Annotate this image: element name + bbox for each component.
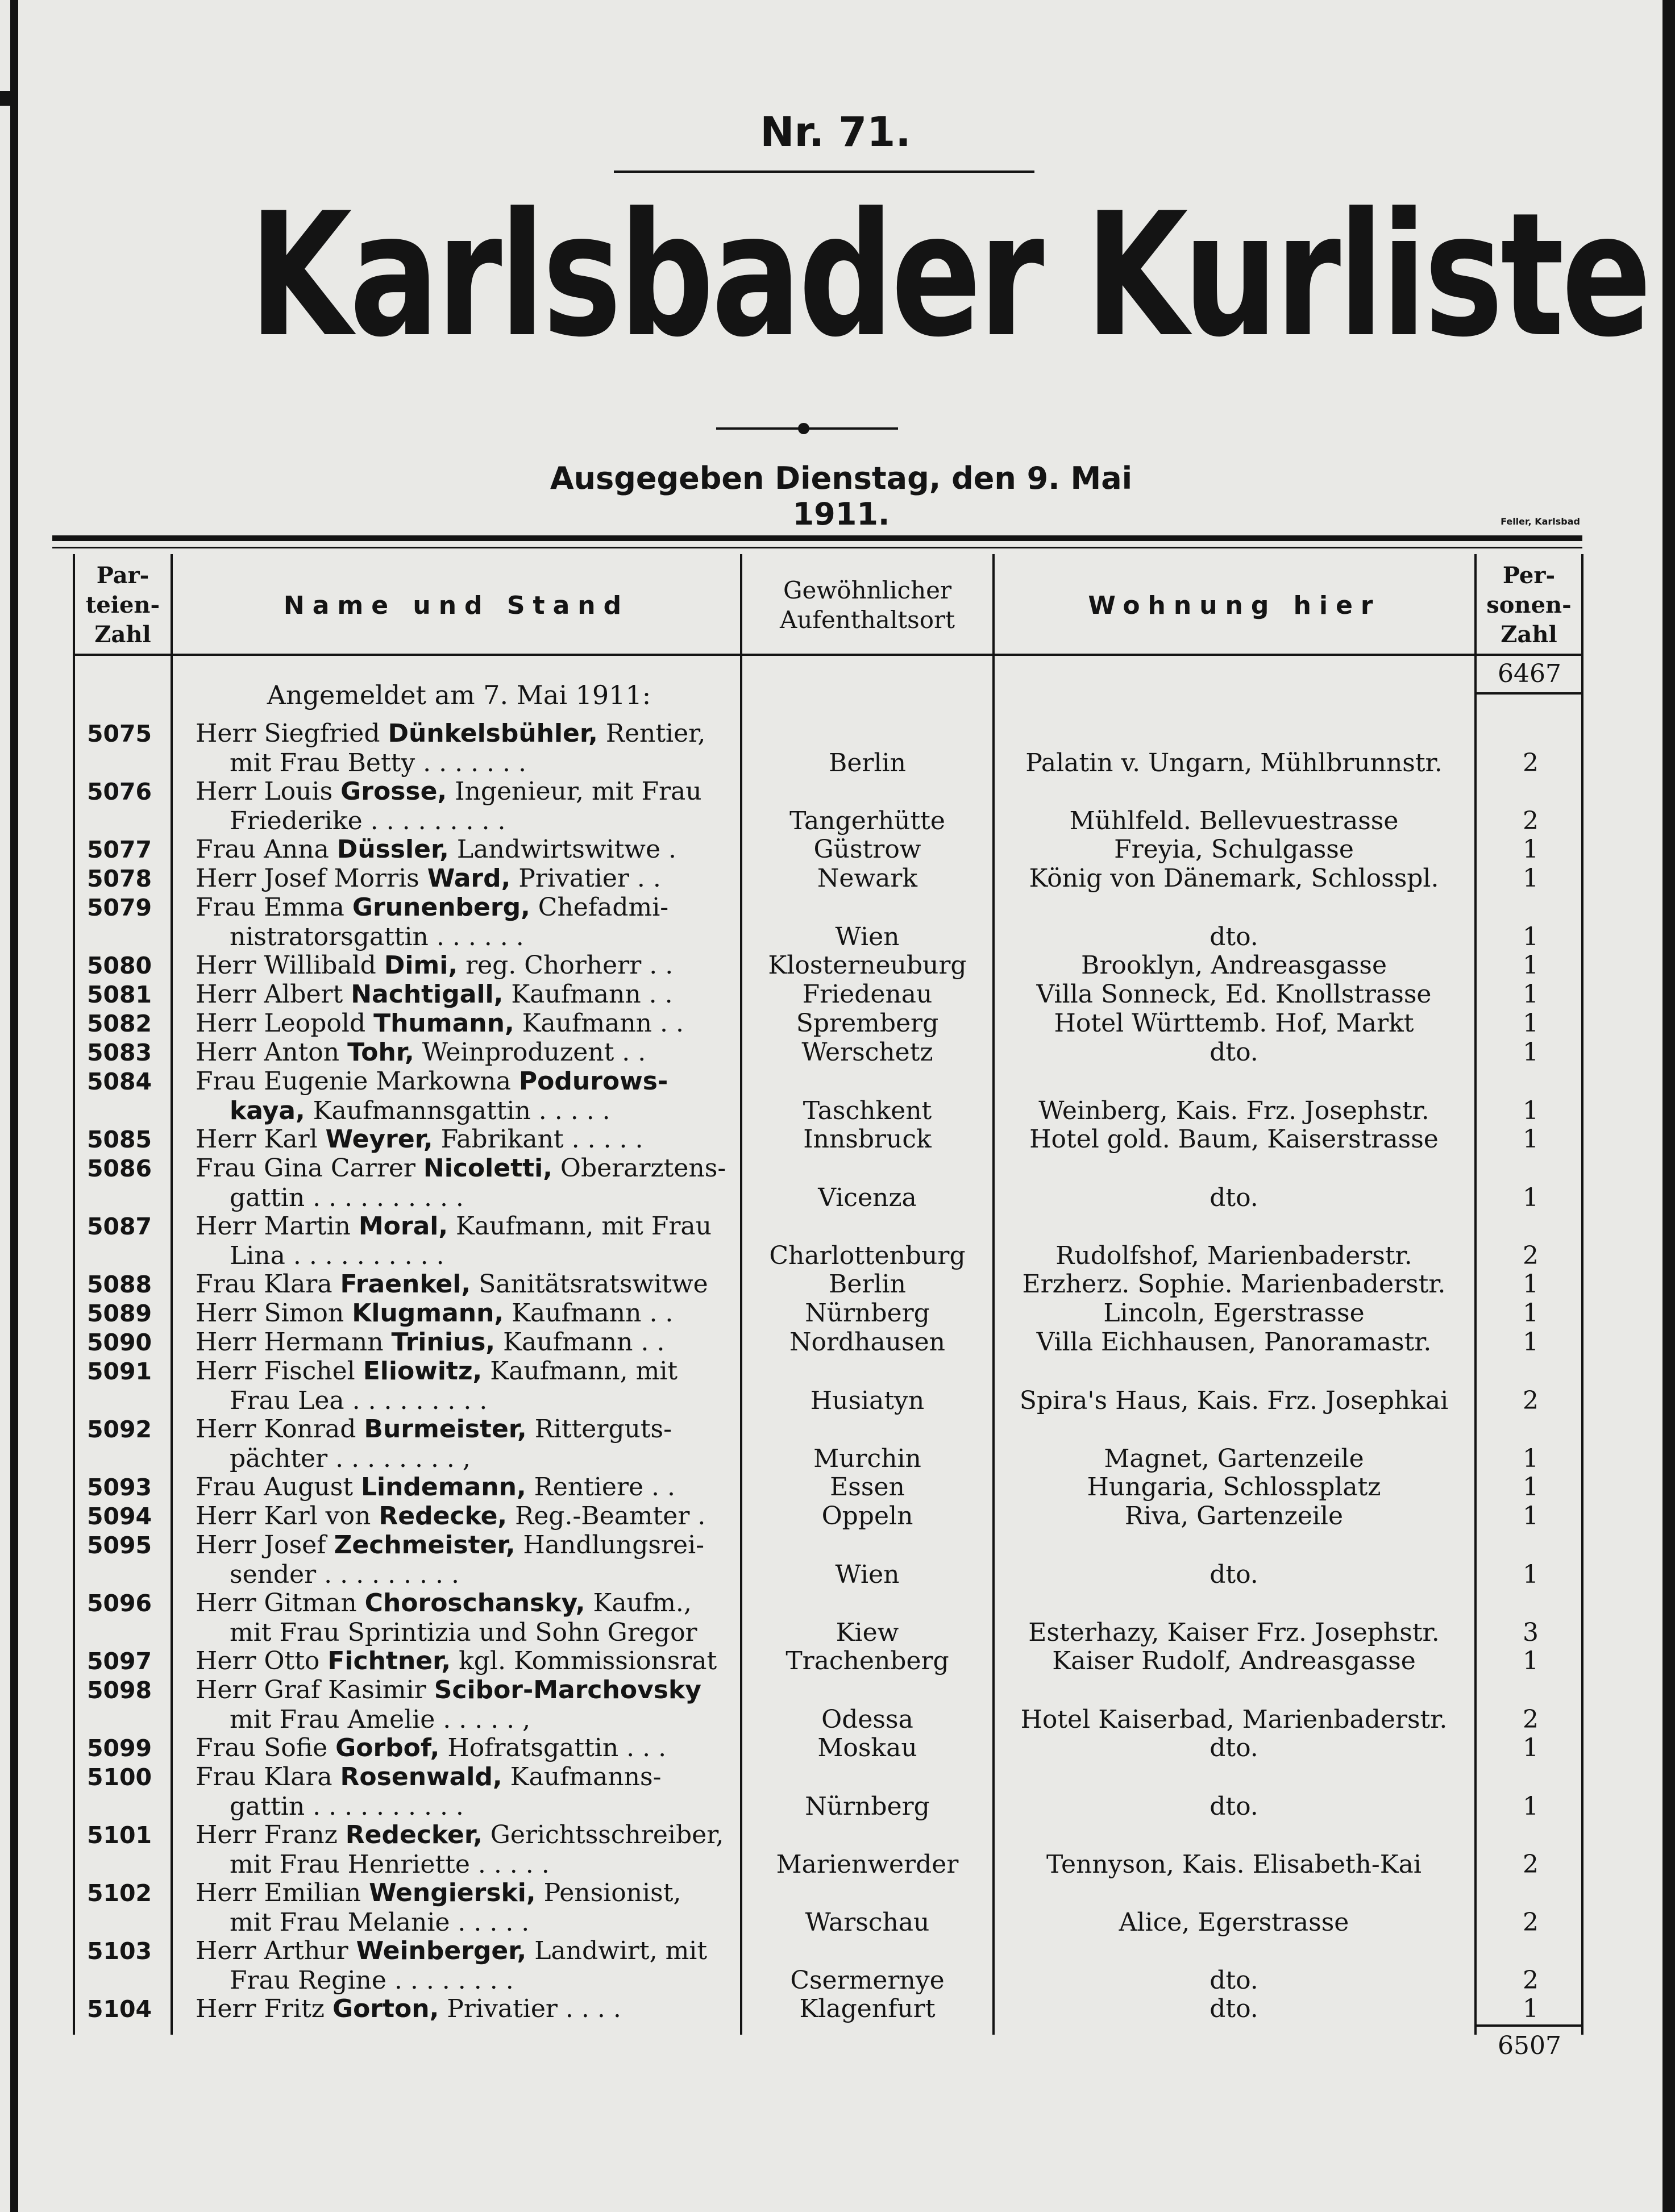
home-town: Charlottenburg: [769, 1241, 966, 1270]
continuation-text: sender . . . . . . . . .: [230, 1560, 459, 1589]
surname: Nicoletti,: [423, 1154, 552, 1183]
residence-here: Freyia, Schulgasse: [1114, 835, 1354, 864]
printer-imprint: Feller, Karlsbad: [1501, 516, 1580, 527]
home-town: Kiew: [836, 1618, 899, 1647]
name-suffix: Reg.-Beamter .: [507, 1502, 706, 1531]
home-town: Tangerhütte: [789, 806, 945, 835]
residence-here: dto.: [1210, 1733, 1258, 1762]
guest-name-status: [196, 1299, 741, 1328]
ornament-dot: [798, 423, 809, 434]
residence-here: Hungaria, Schlossplatz: [1087, 1473, 1381, 1502]
issue-number: Nr. 71.: [760, 108, 911, 156]
guest-name-status: [196, 1212, 741, 1271]
person-count: 1: [1523, 1096, 1539, 1125]
name-suffix: Kaufmann . .: [495, 1328, 665, 1357]
name-suffix: Kaufmann, mit: [482, 1357, 678, 1386]
name-prefix: Herr Fischel: [196, 1357, 363, 1386]
name-prefix: Frau Eugenie Markowna: [196, 1067, 519, 1096]
name-prefix: Herr Otto: [196, 1646, 328, 1675]
name-prefix: Frau Gina Carrer: [196, 1154, 423, 1183]
name-prefix: Herr Willibald: [196, 951, 384, 980]
scan-left-edge: [10, 0, 18, 2212]
party-number: 5103: [86, 1937, 152, 1965]
person-count: 1: [1523, 835, 1539, 864]
person-count: 2: [1523, 1386, 1539, 1415]
guest-name-status: [196, 777, 741, 836]
residence-here: Hotel gold. Baum, Kaiserstrasse: [1029, 1125, 1439, 1154]
person-count: 2: [1523, 1241, 1539, 1270]
party-number: 5086: [86, 1155, 152, 1182]
name-prefix: Frau August: [196, 1473, 361, 1502]
continuation-text: Friederike . . . . . . . . .: [230, 806, 506, 835]
name-suffix: reg. Chorherr . .: [458, 951, 674, 980]
home-town: Husiatyn: [810, 1386, 925, 1415]
person-count: 2: [1523, 1850, 1539, 1879]
surname: Scibor-Marchovsky: [434, 1675, 701, 1704]
continuation-text: gattin . . . . . . . . . .: [230, 1183, 464, 1212]
name-prefix: Herr Arthur: [196, 1936, 356, 1965]
guest-name-status: [196, 1357, 741, 1416]
home-town: Nordhausen: [789, 1328, 946, 1357]
person-count: 1: [1523, 1646, 1539, 1675]
party-number: 5084: [86, 1068, 152, 1095]
name-suffix: Kaufmanns-: [502, 1762, 662, 1791]
name-continuation: [196, 1096, 741, 1126]
surname: Weinberger,: [356, 1936, 527, 1965]
name-suffix: Landwirt, mit: [526, 1936, 708, 1965]
party-number: 5080: [86, 952, 152, 979]
party-number: 5096: [86, 1590, 152, 1617]
residence-here: Erzherz. Sophie. Marienbaderstr.: [1022, 1270, 1446, 1299]
person-count: 3: [1523, 1618, 1539, 1647]
home-town: Güstrow: [813, 835, 921, 864]
masthead-title: Karlsbader Kurliste: [249, 176, 1649, 375]
surname: Eliowitz,: [363, 1357, 483, 1386]
residence-here: dto.: [1210, 1792, 1258, 1821]
person-count: 2: [1523, 1908, 1539, 1937]
residence-here: dto.: [1210, 1994, 1258, 2023]
residence-here: dto.: [1210, 1038, 1258, 1067]
person-count: 1: [1523, 1299, 1539, 1328]
name-suffix: Kaufm.,: [585, 1589, 692, 1618]
home-town: Wien: [835, 1560, 900, 1589]
surname: Podurows-: [518, 1067, 668, 1096]
residence-here: Mühlfeld. Bellevuestrasse: [1069, 806, 1399, 835]
person-count: 1: [1523, 1038, 1539, 1067]
home-town: Csermernye: [790, 1966, 945, 1995]
guest-name-status: [196, 1270, 741, 1299]
name-continuation: [196, 1705, 741, 1735]
party-number: 5079: [86, 894, 152, 921]
person-count: 1: [1523, 1328, 1539, 1357]
person-count: 1: [1523, 864, 1539, 893]
continuation-text: mit Frau Betty . . . . . . .: [230, 749, 526, 777]
surname: Lindemann,: [360, 1473, 526, 1502]
guest-name-status: [196, 1531, 741, 1590]
name-suffix: Rentier,: [597, 719, 706, 748]
party-number: 5101: [86, 1822, 152, 1849]
guest-name-status: [196, 1125, 741, 1154]
party-number: 5097: [86, 1648, 152, 1675]
residence-here: Lincoln, Egerstrasse: [1103, 1299, 1365, 1328]
residence-here: dto.: [1210, 1560, 1258, 1589]
residence-here: Weinberg, Kais. Frz. Josephstr.: [1038, 1096, 1429, 1125]
continuation-text: Frau Regine . . . . . . . .: [230, 1966, 514, 1995]
continuation-text: mit Frau Melanie . . . . .: [230, 1908, 530, 1937]
surname: Redecke,: [379, 1502, 508, 1531]
name-suffix: Privatier . .: [510, 864, 661, 893]
final-total: 6507: [1498, 2031, 1561, 2060]
name-prefix: Herr Karl von: [196, 1502, 379, 1531]
name-continuation: [196, 1560, 741, 1590]
name-prefix: Herr Karl: [196, 1125, 326, 1154]
residence-here: König von Dänemark, Schlosspl.: [1029, 864, 1439, 893]
continuation-text: Kaufmannsgattin . . . . .: [305, 1096, 610, 1125]
name-continuation: [196, 1241, 741, 1271]
person-count: 1: [1523, 1270, 1539, 1299]
residence-here: Alice, Egerstrasse: [1119, 1908, 1349, 1937]
continuation-text: mit Frau Amelie . . . . . ,: [230, 1705, 531, 1734]
party-number: 5100: [86, 1764, 152, 1791]
name-prefix: Herr Gitman: [196, 1589, 365, 1618]
residence-here: Palatin v. Ungarn, Mühlbrunnstr.: [1025, 749, 1443, 777]
party-number: 5089: [86, 1300, 152, 1327]
person-count: 1: [1523, 1792, 1539, 1821]
name-continuation: [196, 922, 741, 952]
home-town: Marienwerder: [776, 1850, 959, 1879]
residence-here: Hotel Kaiserbad, Marienbaderstr.: [1020, 1705, 1448, 1734]
issue-date: Ausgegeben Dienstag, den 9. Mai 1911.: [550, 460, 1133, 532]
name-suffix: Oberarztens-: [552, 1154, 726, 1183]
name-prefix: Herr Josef Morris: [196, 864, 427, 893]
name-prefix: Herr Louis: [196, 777, 341, 806]
person-count: 1: [1523, 1502, 1539, 1531]
surname: Fichtner,: [327, 1646, 451, 1675]
name-prefix: Herr Graf Kasimir: [196, 1675, 434, 1704]
surname: Zechmeister,: [334, 1531, 516, 1560]
home-town: Klosterneuburg: [768, 951, 967, 980]
name-suffix: Kaufmann . .: [504, 1299, 674, 1328]
home-town: Taschkent: [803, 1096, 932, 1125]
carry-total: 6467: [1498, 659, 1561, 688]
home-town: Klagenfurt: [799, 1994, 936, 2023]
name-prefix: Herr Josef: [196, 1531, 334, 1560]
guest-name-status: [196, 835, 741, 864]
surname: Dünkelsbühler,: [388, 719, 598, 748]
party-number: 5102: [86, 1880, 152, 1907]
name-suffix: Gerichtsschreiber,: [482, 1820, 724, 1849]
continuation-text: nistratorsgattin . . . . . .: [230, 922, 524, 951]
name-prefix: Herr Anton: [196, 1038, 348, 1067]
home-town: Murchin: [813, 1444, 921, 1473]
guest-name-status: [196, 1994, 741, 2024]
party-number: 5095: [86, 1532, 152, 1559]
surname: Thumann,: [373, 1009, 514, 1038]
person-count: 1: [1523, 951, 1539, 980]
guest-name-status: [196, 1067, 741, 1126]
name-continuation: [196, 1444, 741, 1474]
guest-name-status: [196, 1675, 741, 1735]
surname: Fraenkel,: [340, 1270, 471, 1299]
name-suffix: Weinproduzent . .: [414, 1038, 646, 1067]
home-town: Odessa: [821, 1705, 913, 1734]
name-suffix: Rentiere . .: [526, 1473, 675, 1502]
party-number: 5088: [86, 1271, 152, 1298]
name-prefix: Herr Martin: [196, 1212, 359, 1241]
continuation-text: Frau Lea . . . . . . . . .: [230, 1386, 488, 1415]
registered-heading: Angemeldet am 7. Mai 1911:: [267, 680, 651, 710]
issue-underline: [614, 171, 1034, 173]
person-count: 1: [1523, 922, 1539, 951]
guest-name-status: [196, 1038, 741, 1067]
carry-total-rule: [1474, 692, 1583, 695]
party-number: 5078: [86, 865, 152, 892]
name-suffix: Chefadmi-: [530, 893, 669, 922]
party-number: 5087: [86, 1213, 152, 1240]
person-count: 2: [1523, 806, 1539, 835]
name-prefix: Frau Sofie: [196, 1733, 336, 1762]
surname: Weyrer,: [325, 1125, 433, 1154]
name-suffix: Landwirtswitwe .: [448, 835, 676, 864]
name-suffix: Pensionist,: [535, 1878, 681, 1907]
home-town: Friedenau: [802, 980, 933, 1009]
guest-name-status: [196, 1733, 741, 1763]
residence-here: Villa Sonneck, Ed. Knollstrasse: [1036, 980, 1432, 1009]
name-suffix: Ingenieur, mit Frau: [447, 777, 702, 806]
header-parteien-zahl: Par- teien- Zahl: [85, 562, 160, 648]
name-suffix: Hofratsgattin . . .: [439, 1733, 667, 1762]
name-prefix: Herr Hermann: [196, 1328, 392, 1357]
name-continuation: [196, 1850, 741, 1880]
guest-name-status: [196, 1589, 741, 1648]
guest-name-status: [196, 1646, 741, 1676]
name-continuation: [196, 1618, 741, 1648]
surname: Gorbof,: [335, 1733, 440, 1762]
home-town: Nürnberg: [805, 1792, 930, 1821]
continuation-text: pächter . . . . . . . . ,: [230, 1444, 471, 1473]
name-continuation: [196, 1183, 741, 1213]
party-number: 5075: [86, 720, 152, 747]
home-town: Berlin: [829, 1270, 906, 1299]
party-number: 5083: [86, 1039, 152, 1066]
name-prefix: Herr Fritz: [196, 1994, 332, 2023]
name-prefix: Herr Leopold: [196, 1009, 374, 1038]
continuation-text: mit Frau Henriette . . . . .: [230, 1850, 550, 1879]
party-number: 5082: [86, 1010, 152, 1037]
surname: Düssler,: [336, 835, 449, 864]
guest-name-status: [196, 719, 741, 778]
home-town: Essen: [830, 1473, 905, 1502]
surname: Grunenberg,: [352, 893, 530, 922]
surname: Ward,: [427, 864, 511, 893]
person-count: 1: [1523, 1733, 1539, 1762]
name-prefix: Frau Klara: [196, 1762, 340, 1791]
surname: Moral,: [358, 1212, 448, 1241]
party-number: 5085: [86, 1126, 152, 1153]
guest-name-status: [196, 1878, 741, 1937]
residence-here: Kaiser Rudolf, Andreasgasse: [1052, 1646, 1416, 1675]
surname: Burmeister,: [364, 1415, 527, 1444]
person-count: 2: [1523, 1966, 1539, 1995]
surname: Rosenwald,: [340, 1762, 502, 1791]
home-town: Oppeln: [821, 1502, 913, 1531]
residence-here: Brooklyn, Andreasgasse: [1080, 951, 1387, 980]
home-town: Spremberg: [796, 1009, 939, 1038]
guest-name-status: [196, 893, 741, 952]
surname: Klugmann,: [352, 1299, 504, 1328]
guest-name-status: [196, 1154, 741, 1213]
person-count: 1: [1523, 980, 1539, 1009]
name-suffix: Fabrikant . . . . .: [433, 1125, 643, 1154]
party-number: 5091: [86, 1358, 152, 1385]
surname: Wengierski,: [369, 1878, 536, 1907]
name-suffix: Kaufmann . .: [503, 980, 673, 1009]
home-town: Berlin: [829, 749, 906, 777]
person-count: 2: [1523, 1705, 1539, 1734]
residence-here: Villa Eichhausen, Panoramastr.: [1036, 1328, 1432, 1357]
party-number: 5081: [86, 981, 152, 1008]
header-rule-thick: [52, 535, 1582, 541]
surname: Trinius,: [391, 1328, 496, 1357]
person-count: 1: [1523, 1183, 1539, 1212]
surname: Choroschansky,: [364, 1589, 585, 1618]
residence-here: Magnet, Gartenzeile: [1104, 1444, 1364, 1473]
scan-edge-mark: [0, 91, 10, 106]
residence-here: dto.: [1210, 922, 1258, 951]
name-prefix: Frau Klara: [196, 1270, 340, 1299]
name-prefix: Frau Emma: [196, 893, 352, 922]
party-number: 5099: [86, 1735, 152, 1762]
home-town: Trachenberg: [785, 1646, 949, 1675]
continuation-text: gattin . . . . . . . . . .: [230, 1792, 464, 1821]
name-continuation: [196, 1386, 741, 1416]
party-number: 5077: [86, 836, 152, 863]
surname: Tohr,: [347, 1038, 414, 1067]
guest-name-status: [196, 1936, 741, 1995]
header-personen-zahl: Per- sonen- Zahl: [1486, 562, 1572, 648]
name-suffix: Ritterguts-: [526, 1415, 672, 1444]
home-town: Nürnberg: [805, 1299, 930, 1328]
name-prefix: Herr Albert: [196, 980, 351, 1009]
guest-name-status: [196, 1502, 741, 1531]
guest-name-status: [196, 1762, 741, 1822]
continuation-text: Lina . . . . . . . . . .: [230, 1241, 444, 1270]
final-total-rule: [1474, 2024, 1583, 2027]
home-town: Werschetz: [801, 1038, 933, 1067]
residence-here: dto.: [1210, 1966, 1258, 1995]
person-count: 1: [1523, 1444, 1539, 1473]
continuation-text: mit Frau Sprintizia und Sohn Gregor: [230, 1618, 697, 1647]
person-count: 2: [1523, 749, 1539, 777]
name-continuation: [196, 806, 741, 836]
scan-right-edge: [1662, 0, 1675, 2212]
name-prefix: Herr Franz: [196, 1820, 346, 1849]
header-wohnung-hier: Wohnung hier: [1088, 591, 1381, 620]
name-prefix: Herr Siegfried: [196, 719, 388, 748]
surname: Redecker,: [345, 1820, 483, 1849]
person-count: 1: [1523, 1009, 1539, 1038]
name-continuation: [196, 749, 741, 778]
party-number: 5092: [86, 1416, 152, 1443]
surname: Grosse,: [340, 777, 447, 806]
guest-name-status: [196, 951, 741, 980]
guest-name-status: [196, 1820, 741, 1880]
residence-here: dto.: [1210, 1183, 1258, 1212]
surname: Nachtigall,: [351, 980, 504, 1009]
guest-name-status: [196, 1473, 741, 1502]
name-prefix: Herr Simon: [196, 1299, 352, 1328]
header-aufenthaltsort: Gewöhnlicher Aufenthaltsort: [780, 576, 955, 634]
party-number: 5093: [86, 1474, 152, 1501]
party-number: 5094: [86, 1503, 152, 1530]
name-prefix: Herr Emilian: [196, 1878, 369, 1907]
guest-name-status: [196, 1328, 741, 1357]
residence-here: Esterhazy, Kaiser Frz. Josephstr.: [1028, 1618, 1440, 1647]
party-number: 5090: [86, 1329, 152, 1356]
person-count: 1: [1523, 1994, 1539, 2023]
name-continuation: [196, 1792, 741, 1822]
surname: Dimi,: [384, 951, 458, 980]
home-town: Vicenza: [818, 1183, 917, 1212]
party-number: 5076: [86, 778, 152, 805]
residence-here: Riva, Gartenzeile: [1124, 1502, 1344, 1531]
surname-continuation: kaya,: [230, 1096, 305, 1125]
name-suffix: Handlungsrei-: [515, 1531, 705, 1560]
guest-name-status: [196, 1009, 741, 1038]
surname: Gorton,: [332, 1994, 439, 2023]
person-count: 1: [1523, 1560, 1539, 1589]
guest-name-status: [196, 864, 741, 893]
name-prefix: Herr Konrad: [196, 1415, 364, 1444]
person-count: 1: [1523, 1473, 1539, 1502]
name-suffix: Kaufmann, mit Frau: [448, 1212, 712, 1241]
name-suffix: Privatier . . . .: [439, 1994, 621, 2023]
header-name-stand: Name und Stand: [283, 591, 630, 620]
home-town: Newark: [817, 864, 918, 893]
home-town: Innsbruck: [803, 1125, 932, 1154]
residence-here: Rudolfshof, Marienbaderstr.: [1055, 1241, 1412, 1270]
name-suffix: Kaufmann . .: [514, 1009, 684, 1038]
party-number: 5104: [86, 1995, 152, 2023]
party-number: 5098: [86, 1677, 152, 1704]
header-bottom-rule: [73, 654, 1583, 656]
name-suffix: kgl. Kommissionsrat: [451, 1646, 717, 1675]
residence-here: Hotel Württemb. Hof, Markt: [1054, 1009, 1414, 1038]
name-continuation: [196, 1908, 741, 1937]
person-count: 1: [1523, 1125, 1539, 1154]
home-town: Wien: [835, 922, 900, 951]
residence-here: Tennyson, Kais. Elisabeth-Kai: [1046, 1850, 1422, 1879]
residence-here: Spira's Haus, Kais. Frz. Josephkai: [1019, 1386, 1449, 1415]
home-town: Moskau: [817, 1733, 917, 1762]
home-town: Warschau: [805, 1908, 930, 1937]
guest-name-status: [196, 980, 741, 1009]
name-prefix: Frau Anna: [196, 835, 337, 864]
guest-name-status: [196, 1415, 741, 1474]
name-suffix: Sanitätsratswitwe: [471, 1270, 708, 1299]
header-rule-thin: [52, 547, 1582, 548]
name-continuation: [196, 1966, 741, 1995]
